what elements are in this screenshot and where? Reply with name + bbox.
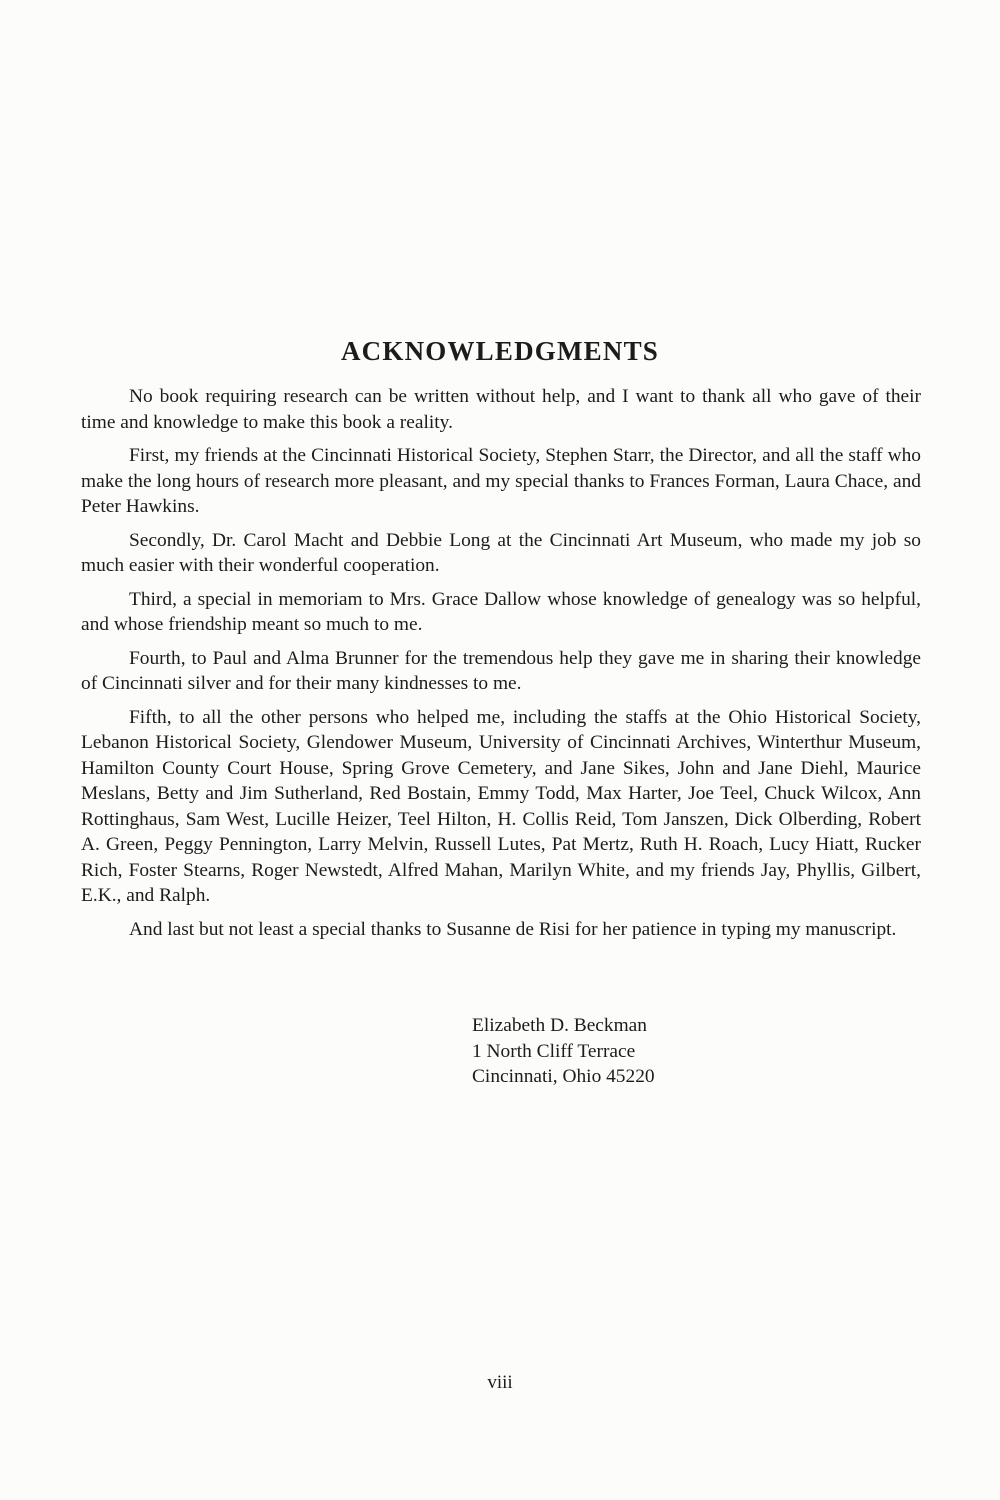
acknowledgments-body — [81, 384, 921, 950]
page-number: viii — [487, 1372, 513, 1393]
signature-name: Elizabeth D. Beckman — [472, 1015, 647, 1036]
paragraph-typist-thanks: And last but not least a special thanks to Susanne de Risi for her patience in typing my manuscript. — [129, 918, 897, 940]
signature-block — [472, 1013, 655, 1090]
paragraph-other-persons: Fifth, to all the other persons who helped me, including the staffs at the Ohio Historical Society, Lebanon Historical Society, Glendower Museum, University of Cincinnati Archives, Winterthur Museum, Hamilton County Court House, Spring Grove Cemetery, and Jane Sikes, John and Jane Diehl, Maurice Meslans, Betty and Jim Sutherland, Red Bostain, Emmy Todd, Max Harter, Joe Teel, Chuck Wilcox, Ann Rottinghaus, Sam West, Lucille Heizer, Teel Hilton, H. Collis Reid, Tom Janszen, Dick Olberding, Robert A. Green, Peggy Pennington, Larry Melvin, Russell Lutes, Pat Mertz, Ruth H. Roach, Lucy Hiatt, Rucker Rich, Foster Stearns, Roger Newstedt, Alfred Mahan, Marilyn White, and my friends Jay, Phyllis, Gilbert, E.K., and Ralph. — [81, 706, 921, 906]
paragraph-brunner: Fourth, to Paul and Alma Brunner for the tremendous help they gave me in sharing their knowledge of Cincinnati silver and for their many kindnesses to me. — [81, 647, 921, 694]
paragraph-historical-society: First, my friends at the Cincinnati Historical Society, Stephen Starr, the Director, and all the staff who make the long hours of research more pleasant, and my special thanks to Frances Forman, Laura Chace, and Peter Hawkins. — [81, 445, 921, 517]
paragraph-intro: No book requiring research can be written without help, and I want to thank all who gave of their time and knowledge to make this book a reality. — [81, 386, 921, 433]
page-title: ACKNOWLEDGMENTS — [340, 336, 660, 366]
paragraph-art-museum: Secondly, Dr. Carol Macht and Debbie Long at the Cincinnati Art Museum, who made my job so much easier with their wonderful cooperation. — [81, 529, 921, 576]
paragraph-in-memoriam: Third, a special in memoriam to Mrs. Grace Dallow whose knowledge of genealogy was so helpful, and whose friendship meant so much to me. — [81, 588, 921, 635]
signature-city: Cincinnati, Ohio 45220 — [472, 1066, 655, 1087]
signature-street: 1 North Cliff Terrace — [472, 1040, 636, 1062]
